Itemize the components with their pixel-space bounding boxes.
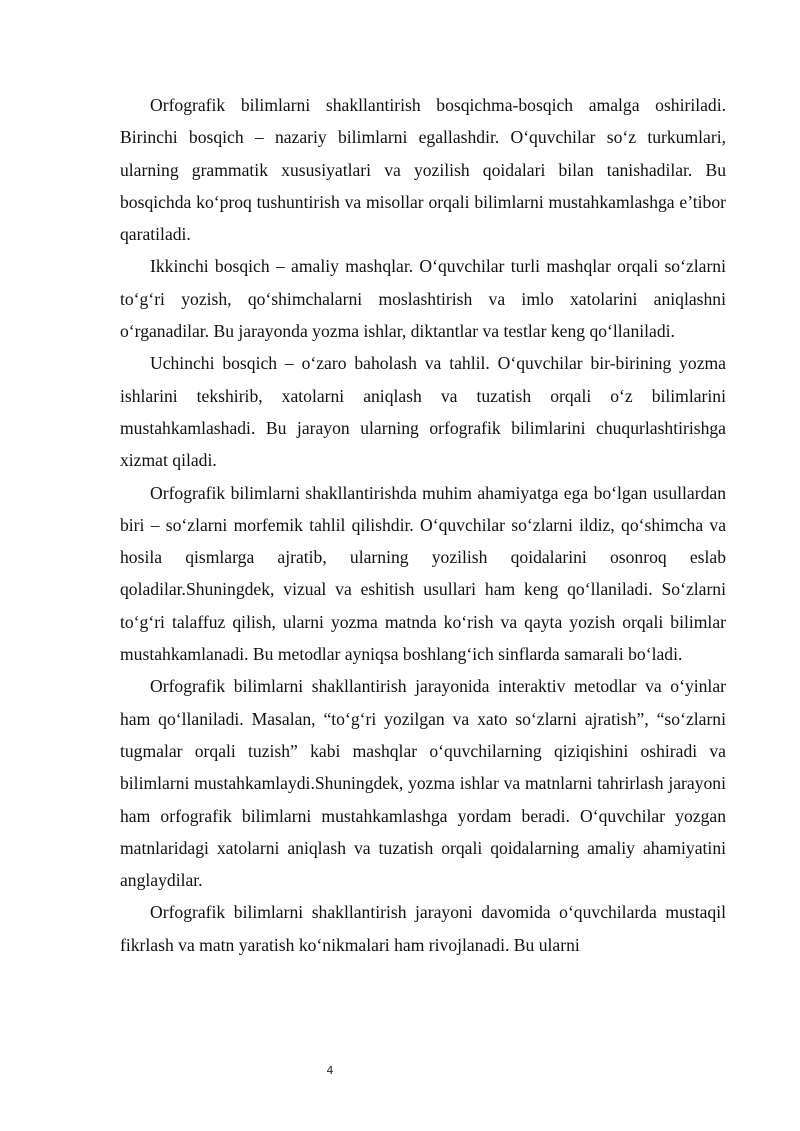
paragraph-stages-intro: Orfografik bilimlarni shakllantirish bosqichma-bosqich amalga oshiriladi. Birinchi bosqich – nazariy bilimlarni egallashdir. O‘quvchilar so‘z turkumlari, ularning grammatik xususiyatlari va yozilish qoidalari bilan tanishadilar. Bu bosqichda ko‘proq tushuntirish va misollar orqali bilimlarni mustahkamlashga e’tibor qaratiladi. xyxy=(120,95,726,245)
paragraph-third-stage: Uchinchi bosqich – o‘zaro baholash va tahlil. O‘quvchilar bir-birining yozma ishlarini tekshirib, xatolarni aniqlash va tuzatish orqali o‘z bilimlarini mustahkamlashadi. Bu jarayon ularning orfografik bilimlarini chuqurlashtirishga xizmat qiladi. xyxy=(120,353,726,471)
paragraph-interactive-methods: Orfografik bilimlarni shakllantirish jarayonida interaktiv metodlar va o‘yinlar ham qo‘llaniladi. Masalan, “to‘g‘ri yozilgan va xato so‘zlarni ajratish”, “so‘zlarni tugmalar orqali tuzish” kabi mashqlar o‘quvchilarning qiziqishini oshiradi va bilimlarni mustahkamlaydi.Shuningdek, yozma ishlar va matnlarni tahrirlash jarayoni ham orfografik bilimlarni mustahkamlashga yordam beradi. O‘quvchilar yozgan matnlaridagi xatolarni aniqlash va tuzatish orqali qoidalarning amaliy ahamiyatini anglaydilar. xyxy=(120,676,726,891)
page-number: 4 xyxy=(326,1064,334,1077)
paragraph-second-stage: Ikkinchi bosqich – amaliy mashqlar. O‘quvchilar turli mashqlar orqali so‘zlarni to‘g‘ri yozish, qo‘shimchalarni moslashtirish va imlo xatolarini aniqlashni o‘rganadilar. Bu jarayonda yozma ishlar, diktantlar va testlar keng qo‘llaniladi. xyxy=(120,256,726,342)
paragraph-morphemic-analysis: Orfografik bilimlarni shakllantirishda muhim ahamiyatga ega bo‘lgan usullardan biri – so‘zlarni morfemik tahlil qilishdir. O‘quvchilar so‘zlarni ildiz, qo‘shimcha va hosila qismlarga ajratib, ularning yozilish qoidalarini osonroq eslab qoladilar.Shuningdek, vizual va eshitish usullari ham keng qo‘llaniladi. So‘zlarni to‘g‘ri talaffuz qilish, ularni yozma matnda ko‘rish va qayta yozish orqali bilimlar mustahkamlanadi. Bu metodlar ayniqsa boshlang‘ich sinflarda samarali bo‘ladi. xyxy=(120,482,726,665)
body-text xyxy=(120,89,726,961)
paragraph-independent-thinking: Orfografik bilimlarni shakllantirish jarayoni davomida o‘quvchilarda mustaqil fikrlash va matn yaratish ko‘nikmalari ham rivojlanadi. Bu ularni xyxy=(120,902,726,955)
